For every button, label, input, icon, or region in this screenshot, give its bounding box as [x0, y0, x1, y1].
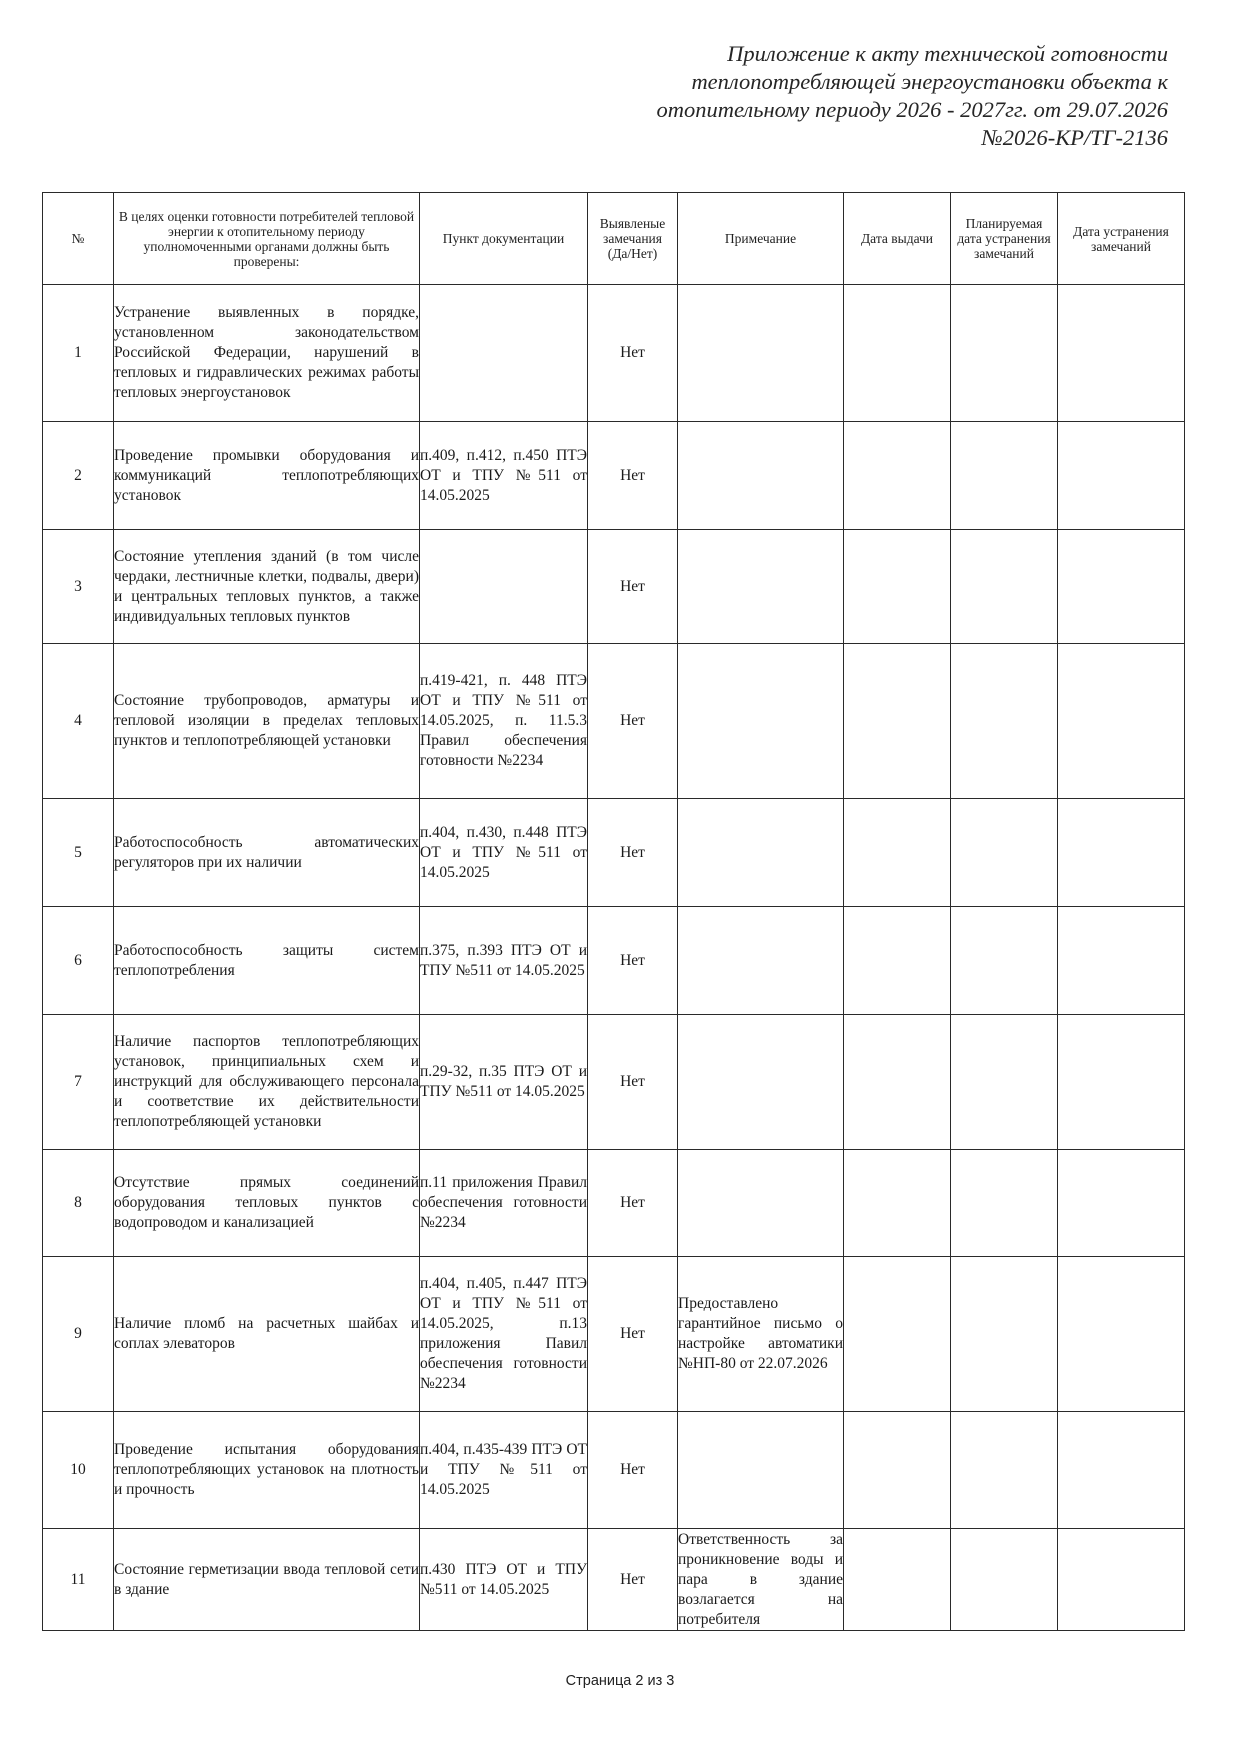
table-row	[43, 1150, 1185, 1257]
row-number: 11	[43, 1529, 114, 1631]
row-document-clause	[420, 530, 588, 644]
row-remarks: Нет	[588, 644, 678, 799]
appendix-header-line-3: отопительному периоду 2026 - 2027гг. от 29.07.2026	[656, 97, 1168, 122]
row-document-clause: п.29-32, п.35 ПТЭ ОТ и ТПУ №511 от 14.05.2025	[420, 1015, 588, 1150]
appendix-header-line-1: Приложение к акту технической готовности	[727, 41, 1168, 66]
row-number: 9	[43, 1257, 114, 1412]
row-issue-date	[844, 422, 951, 530]
column-header-issue-date: Дата выдачи	[844, 193, 951, 285]
row-planned-date	[951, 285, 1058, 422]
row-remarks: Нет	[588, 1529, 678, 1631]
row-remarks: Нет	[588, 799, 678, 907]
table-row	[43, 1257, 1185, 1412]
row-number: 8	[43, 1150, 114, 1257]
row-note	[678, 799, 844, 907]
row-issue-date	[844, 1015, 951, 1150]
row-document-clause: п.375, п.393 ПТЭ ОТ и ТПУ №511 от 14.05.2025	[420, 907, 588, 1015]
row-number: 10	[43, 1412, 114, 1529]
row-planned-date	[951, 799, 1058, 907]
row-criterion: Проведение испытания оборудования теплопотребляющих установок на плотность и прочность	[114, 1412, 420, 1529]
appendix-header-line-4: №2026-КР/ТГ-2136	[981, 125, 1168, 150]
row-number: 5	[43, 799, 114, 907]
readiness-check-table	[42, 192, 1185, 1631]
page-number: Страница 2 из 3	[565, 1673, 675, 1689]
row-remarks: Нет	[588, 1257, 678, 1412]
row-remarks: Нет	[588, 1150, 678, 1257]
row-fix-date	[1058, 530, 1185, 644]
row-number: 6	[43, 907, 114, 1015]
appendix-header	[528, 40, 1168, 152]
column-header-number: №	[43, 193, 114, 285]
column-header-note: Примечание	[678, 193, 844, 285]
row-note	[678, 285, 844, 422]
row-fix-date	[1058, 907, 1185, 1015]
table-row	[43, 799, 1185, 907]
row-issue-date	[844, 644, 951, 799]
table-row	[43, 1412, 1185, 1529]
row-criterion: Отсутствие прямых соединений оборудования тепловых пунктов с водопроводом и канализацией	[114, 1150, 420, 1257]
table-row	[43, 907, 1185, 1015]
row-remarks: Нет	[588, 1015, 678, 1150]
row-fix-date	[1058, 1412, 1185, 1529]
row-fix-date	[1058, 1150, 1185, 1257]
row-fix-date	[1058, 285, 1185, 422]
row-note: Предоставлено гарантийное письмо о настройке автоматики №НП-80 от 22.07.2026	[678, 1257, 844, 1412]
row-note	[678, 644, 844, 799]
row-criterion: Проведение промывки оборудования и коммуникаций теплопотребляющих установок	[114, 422, 420, 530]
column-header-planned-fix-date: Планируемая дата устранения замечаний	[951, 193, 1058, 285]
row-issue-date	[844, 530, 951, 644]
column-header-fix-date: Дата устранения замечаний	[1058, 193, 1185, 285]
row-remarks: Нет	[588, 907, 678, 1015]
row-document-clause: п.404, п.405, п.447 ПТЭ ОТ и ТПУ №511 от 14.05.2025, п.13 приложения Павил обеспечения готовности №2234	[420, 1257, 588, 1412]
row-criterion: Состояние утепления зданий (в том числе чердаки, лестничные клетки, подвалы, двери) и центральных тепловых пунктов, а также индивидуальных тепловых пунктов	[114, 530, 420, 644]
row-document-clause: п.430 ПТЭ ОТ и ТПУ №511 от 14.05.2025	[420, 1529, 588, 1631]
row-issue-date	[844, 285, 951, 422]
row-document-clause: п.409, п.412, п.450 ПТЭ ОТ и ТПУ №511 от 14.05.2025	[420, 422, 588, 530]
row-document-clause: п.11 приложения Правил обеспечения готовности №2234	[420, 1150, 588, 1257]
row-document-clause: п.419-421, п. 448 ПТЭ ОТ и ТПУ №511 от 14.05.2025, п. 11.5.3 Правил обеспечения готовности №2234	[420, 644, 588, 799]
row-planned-date	[951, 1150, 1058, 1257]
row-number: 2	[43, 422, 114, 530]
row-note	[678, 1015, 844, 1150]
row-note	[678, 907, 844, 1015]
row-note: Ответственность за проникновение воды и пара в здание возлагается на потребителя	[678, 1529, 844, 1631]
row-planned-date	[951, 1529, 1058, 1631]
row-note	[678, 1150, 844, 1257]
row-remarks: Нет	[588, 530, 678, 644]
row-fix-date	[1058, 1257, 1185, 1412]
row-criterion: Работоспособность автоматических регуляторов при их наличии	[114, 799, 420, 907]
row-criterion: Состояние герметизации ввода тепловой сети в здание	[114, 1529, 420, 1631]
row-issue-date	[844, 1150, 951, 1257]
row-issue-date	[844, 1257, 951, 1412]
row-fix-date	[1058, 422, 1185, 530]
row-number: 1	[43, 285, 114, 422]
row-note	[678, 530, 844, 644]
row-note	[678, 1412, 844, 1529]
table-row	[43, 1015, 1185, 1150]
row-remarks: Нет	[588, 285, 678, 422]
table-row	[43, 530, 1185, 644]
row-fix-date	[1058, 1529, 1185, 1631]
row-criterion: Наличие паспортов теплопотребляющих установок, принципиальных схем и инструкций для обслуживающего персонала и соответствие их действительности теплопотребляющей установки	[114, 1015, 420, 1150]
row-issue-date	[844, 1529, 951, 1631]
row-fix-date	[1058, 644, 1185, 799]
appendix-header-line-2: теплопотребляющей энергоустановки объекта к	[691, 69, 1168, 94]
row-planned-date	[951, 1412, 1058, 1529]
row-number: 3	[43, 530, 114, 644]
row-criterion: Устранение выявленных в порядке, установленном законодательством Российской Федерации, нарушений в тепловых и гидравлических режимах работы тепловых энергоустановок	[114, 285, 420, 422]
table-row	[43, 285, 1185, 422]
row-fix-date	[1058, 799, 1185, 907]
row-number: 7	[43, 1015, 114, 1150]
row-document-clause	[420, 285, 588, 422]
row-planned-date	[951, 644, 1058, 799]
table-header-row	[43, 193, 1185, 285]
row-issue-date	[844, 799, 951, 907]
row-document-clause: п.404, п.435-439 ПТЭ ОТ и ТПУ №511 от 14.05.2025	[420, 1412, 588, 1529]
row-note	[678, 422, 844, 530]
row-criterion: Наличие пломб на расчетных шайбах и соплах элеваторов	[114, 1257, 420, 1412]
row-criterion: Работоспособность защиты систем теплопотребления	[114, 907, 420, 1015]
row-remarks: Нет	[588, 422, 678, 530]
column-header-document-clause: Пункт документации	[420, 193, 588, 285]
table-row	[43, 422, 1185, 530]
row-issue-date	[844, 907, 951, 1015]
row-planned-date	[951, 422, 1058, 530]
table-row	[43, 644, 1185, 799]
row-number: 4	[43, 644, 114, 799]
row-document-clause: п.404, п.430, п.448 ПТЭ ОТ и ТПУ №511 от 14.05.2025	[420, 799, 588, 907]
table-row	[43, 1529, 1185, 1631]
row-planned-date	[951, 907, 1058, 1015]
row-criterion: Состояние трубопроводов, арматуры и тепловой изоляции в пределах тепловых пунктов и теплопотребляющей установки	[114, 644, 420, 799]
column-header-criterion: В целях оценки готовности потребителей тепловой энергии к отопительному периоду уполномоченными органами должны быть проверены:	[114, 193, 420, 285]
row-planned-date	[951, 1257, 1058, 1412]
row-planned-date	[951, 530, 1058, 644]
row-fix-date	[1058, 1015, 1185, 1150]
row-issue-date	[844, 1412, 951, 1529]
column-header-remarks-found: Выявленые замечания (Да/Нет)	[588, 193, 678, 285]
row-remarks: Нет	[588, 1412, 678, 1529]
row-planned-date	[951, 1015, 1058, 1150]
